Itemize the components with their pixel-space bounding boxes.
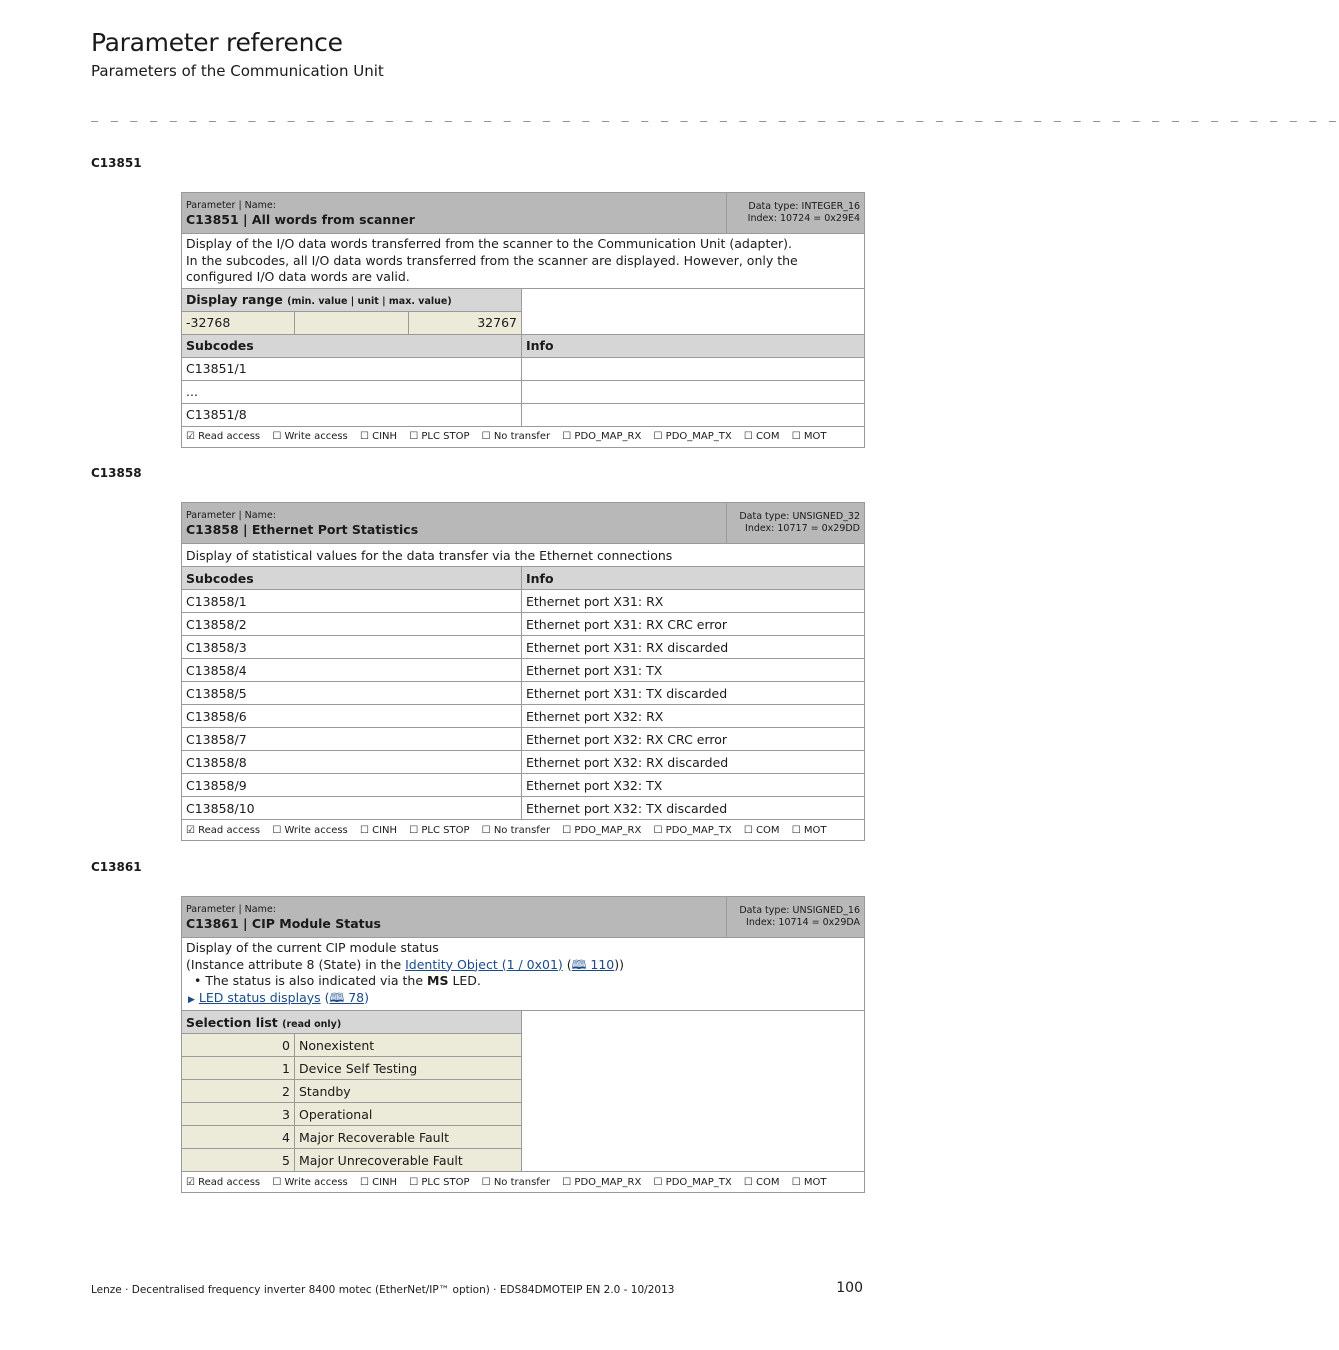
range-empty	[522, 288, 865, 334]
info-cell: Ethernet port X31: TX discarded	[522, 682, 865, 705]
flag-pdo-map-tx: ☐ PDO_MAP_TX	[653, 431, 732, 442]
param-header	[182, 897, 727, 938]
info-cell: Ethernet port X32: RX discarded	[522, 751, 865, 774]
page-number: 100	[836, 1280, 863, 1296]
list-label: Selection list	[186, 1014, 278, 1030]
selection-list-header	[182, 1011, 522, 1034]
desc-line: Display of the current CIP module status	[186, 940, 439, 955]
footer-text: Lenze · Decentralised frequency inverter 8400 motec (EtherNet/IP™ option) · EDS84DMOTEIP EN 2.0 - 10/2013	[91, 1284, 675, 1296]
access-flags	[182, 1172, 865, 1193]
desc-line: In the subcodes, all I/O data words transferred from the scanner are displayed. However, only the configured I/O data words are valid.	[186, 252, 798, 284]
param-table-c13858	[181, 502, 865, 841]
selection-label: Device Self Testing	[295, 1057, 522, 1080]
selection-label: Standby	[295, 1080, 522, 1103]
desc-line: (Instance attribute 8 (State) in the	[186, 956, 406, 972]
display-range-label	[182, 288, 522, 311]
subcode-cell: C13858/9	[182, 774, 522, 797]
subcode-cell: ...	[182, 380, 522, 403]
flag-no-transfer: ☐ No transfer	[481, 431, 551, 442]
info-cell	[522, 403, 865, 426]
flag-pdo-map-rx: ☐ PDO_MAP_RX	[562, 824, 642, 836]
flag-com: ☐ COM	[743, 431, 780, 442]
flag-mot: ☐ MOT	[791, 1176, 827, 1188]
info-cell: Ethernet port X31: RX CRC error	[522, 613, 865, 636]
led-status-displays-link[interactable]: LED status displays	[198, 989, 321, 1005]
subcode-cell: C13851/1	[182, 357, 522, 380]
ref-paren: (	[562, 956, 572, 972]
param-datatype	[727, 897, 865, 938]
flag-plc-stop: ☐ PLC STOP	[409, 1176, 470, 1188]
index-text: Index: 10714 = 0x29DA	[746, 917, 861, 928]
section-heading-c13851: C13851	[91, 156, 142, 170]
selection-empty	[522, 1011, 865, 1172]
ms-led-label: MS	[427, 973, 449, 988]
info-header: Info	[522, 334, 865, 357]
subcode-cell: C13858/3	[182, 636, 522, 659]
subcode-cell: C13858/7	[182, 728, 522, 751]
param-description: Display of statistical values for the data transfer via the Ethernet connections	[182, 544, 865, 567]
subcode-cell: C13858/1	[182, 590, 522, 613]
param-header	[182, 503, 727, 544]
flag-cinh: ☐ CINH	[359, 1176, 398, 1188]
subcode-cell: C13851/8	[182, 403, 522, 426]
ref-paren: (	[320, 989, 330, 1005]
arrow-right-icon: ▶	[188, 994, 195, 1005]
flag-read-access: ☑ Read access	[186, 1176, 261, 1188]
identity-object-link[interactable]: Identity Object (1 / 0x01)	[405, 956, 563, 972]
subcode-cell: C13858/4	[182, 659, 522, 682]
subcode-cell: C13858/6	[182, 705, 522, 728]
info-cell	[522, 357, 865, 380]
info-header: Info	[522, 567, 865, 590]
subcode-cell: C13858/10	[182, 797, 522, 820]
flag-write-access: ☐ Write access	[272, 1176, 348, 1188]
flag-no-transfer: ☐ No transfer	[481, 824, 551, 836]
flag-mot: ☐ MOT	[791, 431, 827, 442]
index-text: Index: 10717 = 0x29DD	[745, 523, 860, 534]
page-ref-78-link[interactable]: 🕮 78	[329, 989, 365, 1005]
param-table-c13861	[181, 896, 865, 1193]
page-title: Parameter reference	[91, 28, 343, 57]
index-text: Index: 10724 = 0x29E4	[747, 213, 861, 224]
ref-paren: ))	[614, 956, 625, 972]
info-cell: Ethernet port X32: TX	[522, 774, 865, 797]
flag-read-access: ☑ Read access	[186, 824, 261, 836]
selection-value: 2	[182, 1080, 295, 1103]
flag-plc-stop: ☐ PLC STOP	[409, 824, 470, 836]
flag-no-transfer: ☐ No transfer	[481, 1176, 551, 1188]
info-cell	[522, 380, 865, 403]
flag-com: ☐ COM	[743, 824, 780, 836]
page-subtitle: Parameters of the Communication Unit	[91, 62, 384, 80]
selection-value: 0	[182, 1034, 295, 1057]
param-header	[182, 193, 727, 234]
info-cell: Ethernet port X32: RX CRC error	[522, 728, 865, 751]
selection-value: 1	[182, 1057, 295, 1080]
datatype-text: Data type: UNSIGNED_16	[739, 905, 861, 916]
selection-label: Nonexistent	[295, 1034, 522, 1057]
section-heading-c13858: C13858	[91, 466, 142, 480]
subcodes-header: Subcodes	[182, 334, 522, 357]
access-flags	[182, 820, 865, 841]
param-table-c13851	[181, 192, 865, 448]
selection-value: 5	[182, 1149, 295, 1172]
param-description	[182, 938, 865, 1011]
param-name-label: Parameter | Name:	[186, 199, 276, 211]
range-unit	[295, 311, 409, 334]
bullet-text: The status is also indicated via the	[205, 973, 428, 988]
bullet-text: LED.	[448, 973, 481, 988]
subcode-cell: C13858/2	[182, 613, 522, 636]
page-ref-110-link[interactable]: 🕮 110	[571, 956, 615, 972]
info-cell: Ethernet port X32: RX	[522, 705, 865, 728]
subcodes-header: Subcodes	[182, 567, 522, 590]
flag-cinh: ☐ CINH	[359, 431, 398, 442]
header-rule: _ _ _ _ _ _ _ _ _ _ _ _ _ _ _ _ _ _ _ _ _ _ _ _ _ _ _ _ _ _ _ _ _ _ _ _ _ _ _ _ _ _ _ _ _ _ _ _ _ _ _ _ _ _ _ _ _ _ _ _ _ _ _ _	[91, 108, 1339, 122]
param-description	[182, 234, 865, 289]
subcode-cell: C13858/8	[182, 751, 522, 774]
subcode-cell: C13858/5	[182, 682, 522, 705]
range-min: -32768	[182, 311, 295, 334]
selection-value: 4	[182, 1126, 295, 1149]
selection-label: Operational	[295, 1103, 522, 1126]
param-name: C13858 | Ethernet Port Statistics	[186, 521, 419, 537]
flag-write-access: ☐ Write access	[272, 431, 348, 442]
datatype-text: Data type: INTEGER_16	[748, 201, 861, 212]
flag-pdo-map-tx: ☐ PDO_MAP_TX	[653, 1176, 732, 1188]
range-max: 32767	[409, 311, 522, 334]
info-cell: Ethernet port X31: RX discarded	[522, 636, 865, 659]
info-cell: Ethernet port X31: TX	[522, 659, 865, 682]
bullet-icon: •	[194, 973, 202, 988]
param-datatype	[727, 193, 865, 234]
list-sub: (read only)	[282, 1018, 342, 1030]
access-flags	[182, 426, 865, 447]
flag-pdo-map-rx: ☐ PDO_MAP_RX	[562, 431, 642, 442]
range-label: Display range	[186, 292, 283, 307]
param-name: C13851 | All words from scanner	[186, 211, 415, 227]
info-cell: Ethernet port X32: TX discarded	[522, 797, 865, 820]
param-name-label: Parameter | Name:	[186, 509, 276, 521]
section-heading-c13861: C13861	[91, 860, 142, 874]
selection-label: Major Unrecoverable Fault	[295, 1149, 522, 1172]
param-name: C13861 | CIP Module Status	[186, 915, 381, 931]
flag-com: ☐ COM	[743, 1176, 780, 1188]
selection-value: 3	[182, 1103, 295, 1126]
flag-cinh: ☐ CINH	[359, 824, 398, 836]
ref-paren: )	[364, 989, 370, 1005]
param-datatype	[727, 503, 865, 544]
flag-write-access: ☐ Write access	[272, 824, 348, 836]
flag-plc-stop: ☐ PLC STOP	[409, 431, 470, 442]
flag-read-access: ☑ Read access	[186, 431, 261, 442]
param-name-label: Parameter | Name:	[186, 903, 276, 915]
range-sub: (min. value | unit | max. value)	[287, 296, 452, 307]
flag-pdo-map-rx: ☐ PDO_MAP_RX	[562, 1176, 642, 1188]
desc-line: Display of the I/O data words transferred from the scanner to the Communication Unit (adapter).	[186, 236, 793, 251]
info-cell: Ethernet port X31: RX	[522, 590, 865, 613]
flag-mot: ☐ MOT	[791, 824, 827, 836]
flag-pdo-map-tx: ☐ PDO_MAP_TX	[653, 824, 732, 836]
datatype-text: Data type: UNSIGNED_32	[739, 511, 860, 522]
selection-label: Major Recoverable Fault	[295, 1126, 522, 1149]
